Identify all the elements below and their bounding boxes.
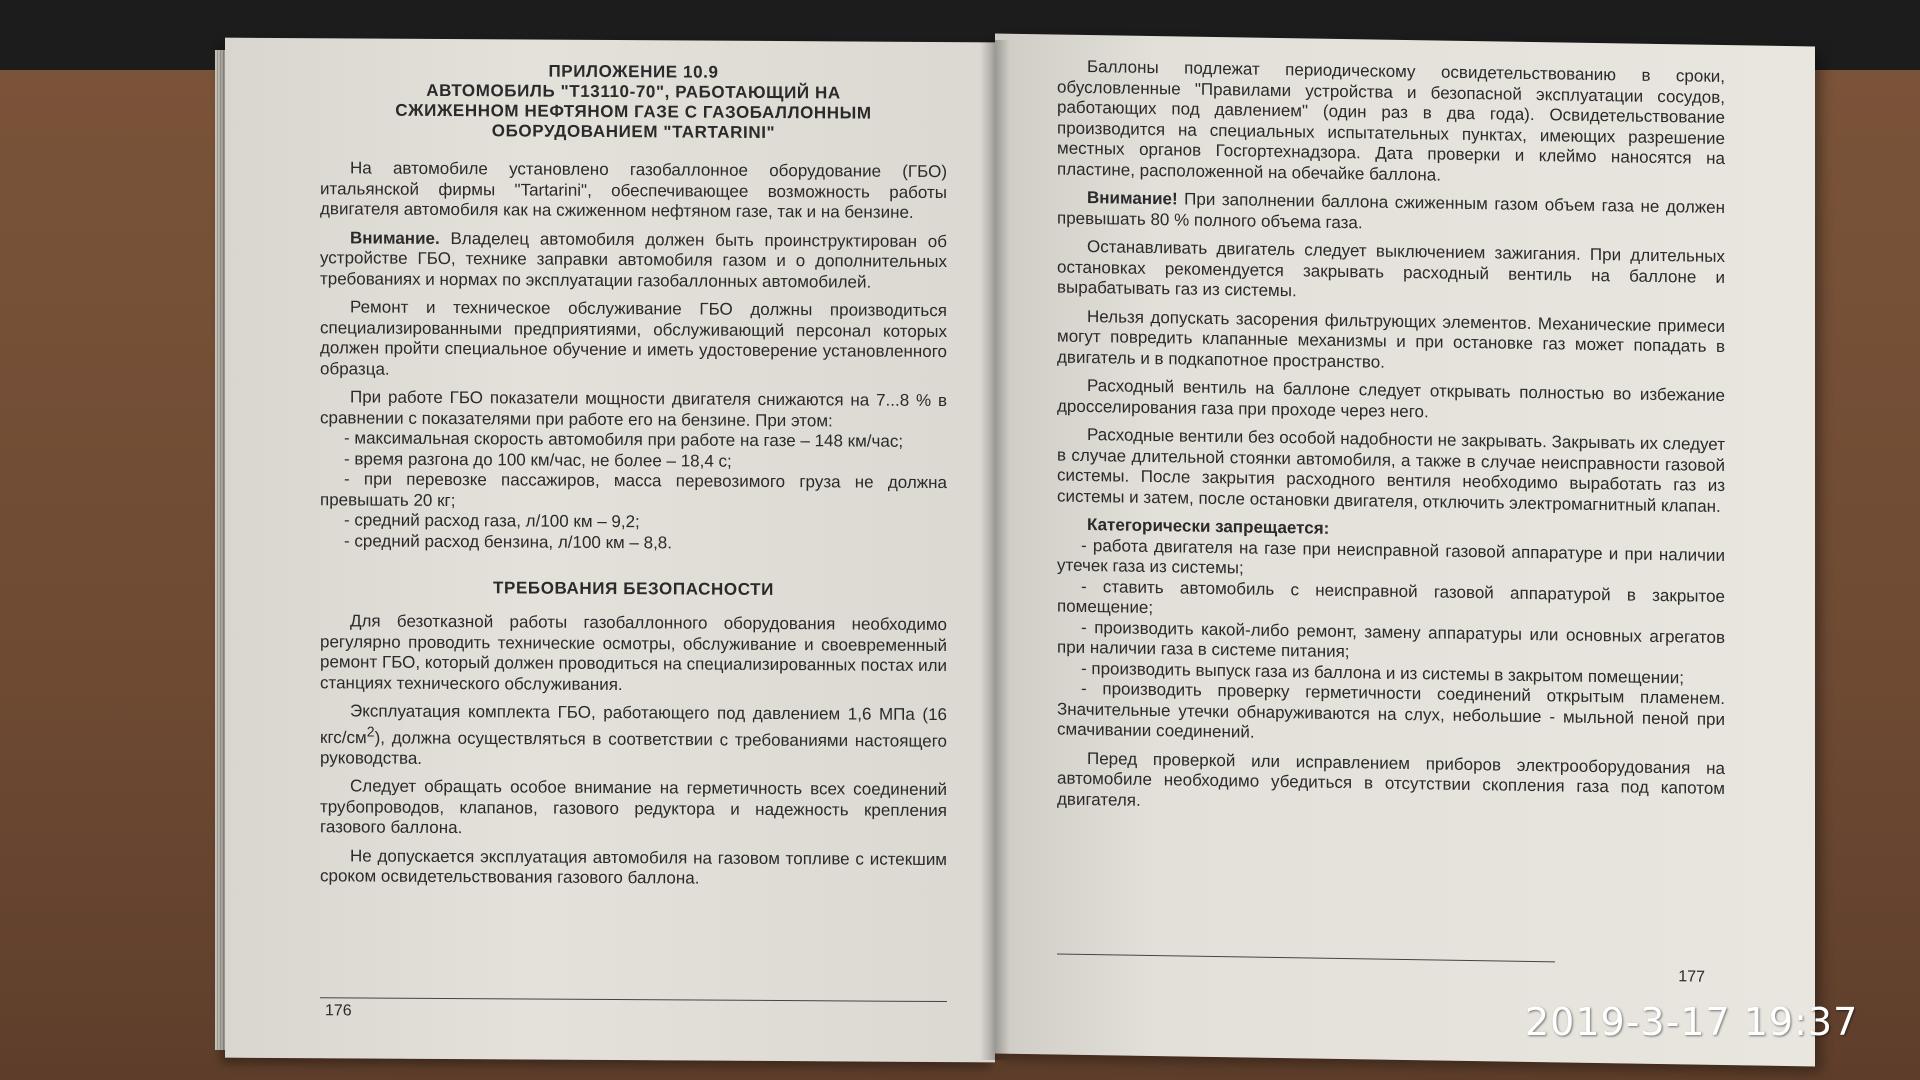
spec-item: - время разгона до 100 км/час, не более – 18,4 с; (344, 448, 732, 471)
body-paragraph: Нельзя допускать засорения фильтрующих элементов. Механические примеси могут повредить клапанные механизмы и при остановке газ может попадать в двигатель и в подкапотное пространство. (1057, 306, 1725, 372)
pressure-text: Эксплуатация комплекта ГБО, работающего под давлением 1,6 МПа (16 кгс/см (320, 701, 947, 747)
book-gutter-shadow (980, 40, 1010, 1060)
page-footer-rule (1057, 954, 1555, 963)
prohibited-item: - ставить автомобиль с неисправной газовой аппаратурой в закрытое помещение; (1057, 576, 1725, 618)
inspection-paragraph: Баллоны подлежат периодическому освидетельствованию в сроки, обусловленные "Правилами устройства и безопасной эксплуатации сосудов, работающих под давлением" (один раз в два года). Освидетельствование производится на специальных испытательных пунктах, имеющих разрешение местных органов Госгортехнадзора. Дата проверки и клеймо наносятся на пластине, расположенной на обечайке баллона. (1057, 57, 1725, 185)
attention-label: Внимание! (1087, 188, 1178, 209)
prohibited-item: - производить выпуск газа из баллона и из системы в закрытом помещении; (1081, 658, 1684, 687)
safety-paragraph-pressure (320, 701, 947, 772)
superscript: 2 (366, 724, 375, 741)
spec-item: - средний расход бензина, л/100 км – 8,8. (344, 530, 672, 552)
attention-text: Владелец автомобиля должен быть проинструктирован об устройстве ГБО, технике заправки автомобиля газом и о дополнительных требованиях и нормах по эксплуатации газобаллонных автомобилей. (320, 228, 947, 292)
body-paragraph: Расходные вентили без особой надобности не закрывать. Закрывать их следует в случае длительной стоянки автомобиля, а также в случае неисправности газовой системы. После закрытия расходного вентиля необходимо выработать газ из системы и затем, после остановки двигателя, отключить электромагнитный клапан. (1057, 425, 1725, 516)
appendix-heading (320, 60, 947, 144)
page-number: 176 (325, 1002, 352, 1020)
pressure-text-end: ), должна осуществляться в соответствии с требованиями настоящего руководства. (320, 727, 947, 768)
page-footer-rule (320, 997, 947, 1002)
spec-item: - максимальная скорость автомобиля при работе на газе – 148 км/час; (344, 428, 904, 451)
attention-paragraph (320, 228, 947, 293)
attention-label: Внимание. (350, 227, 440, 248)
prohibited-item: - работа двигателя на газе при неисправной газовой аппаратуре и при наличии утечек газа из системы; (1057, 535, 1725, 578)
safety-paragraph: Следует обращать особое внимание на герметичность всех соединений трубопроводов, клапанов, газового редуктора и надежность крепления газового баллона. (320, 776, 947, 838)
open-book (225, 40, 1815, 1065)
spec-item: - средний расход газа, л/100 км – 9,2; (344, 510, 640, 532)
attention-text: При заполнении баллона сжиженным газом объем газа не должен превышать 80 % полного объема газа. (1057, 189, 1725, 232)
heading-line: СЖИЖЕННОМ НЕФТЯНОМ ГАЗЕ С ГАЗОБАЛЛОННЫМ (395, 100, 872, 123)
page-left (225, 38, 995, 1063)
body-paragraph: Останавливать двигатель следует выключением зажигания. При длительных остановках рекомендуется закрывать расходный вентиль на баллоне и вырабатывать газ из системы. (1057, 237, 1725, 301)
heading-line: ОБОРУДОВАНИЕМ "TARTARINI" (491, 121, 776, 143)
body-paragraph: Перед проверкой или исправлением приборов электрооборудования на автомобиле необходимо убедиться в отсутствии скопления газа под капотом двигателя. (1057, 748, 1725, 810)
prohibited-item: - производить проверку герметичности соединений открытым пламенем. Значительные утечки обнаруживаются на слух, небольшие - мыльной пеной при смачивании соединений. (1057, 678, 1725, 742)
safety-paragraph: Не допускается эксплуатация автомобиля на газовом топливе с истекшим сроком освидетельствования газового баллона. (320, 846, 947, 888)
prohibited-label: Категорически запрещается: (1087, 515, 1330, 538)
safety-paragraph: Для безотказной работы газобаллонного оборудования необходимо регулярно проводить технические осмотры, обслуживание и своевременный ремонт ГБО, который должен проводиться на специализированных постах или станциях технического обслуживания. (320, 611, 947, 694)
prohibited-item: - производить какой-либо ремонт, замену аппаратуры или основных агрегатов при наличии газа в системе питания; (1057, 617, 1725, 662)
intro-paragraph: На автомобиле установлено газобаллонное оборудование (ГБО) итальянской фирмы "Tartarini", обеспечивающее возможность работы двигателя автомобиля как на сжиженном нефтяном газе, так и на бензине. (320, 158, 947, 222)
spec-item: - при перевозке пассажиров, масса перевозимого груза не должна превышать 20 кг; (320, 469, 947, 510)
repair-paragraph: Ремонт и техническое обслуживание ГБО должны производиться специализированными предприятиями, обслуживающий персонал которых должен пройти специальное обучение и иметь удостоверение установленного образца. (320, 297, 947, 379)
photo-timestamp: 2019-3-17 19:37 (1525, 1000, 1859, 1044)
power-paragraph: При работе ГБО показатели мощности двигателя снижаются на 7...8 % в сравнении с показателями при работе его на бензине. При этом: (320, 387, 947, 430)
section-title: ТРЕБОВАНИЯ БЕЗОПАСНОСТИ (493, 578, 774, 600)
heading-line: ПРИЛОЖЕНИЕ 10.9 (548, 61, 719, 82)
page-right (995, 34, 1815, 1067)
heading-line: АВТОМОБИЛЬ "Т13110-70", РАБОТАЮЩИЙ НА (426, 80, 841, 103)
body-paragraph: Расходный вентиль на баллоне следует открывать полностью во избежание дросселирования газа при проходе через него. (1057, 376, 1725, 421)
page-number: 177 (1678, 968, 1705, 986)
